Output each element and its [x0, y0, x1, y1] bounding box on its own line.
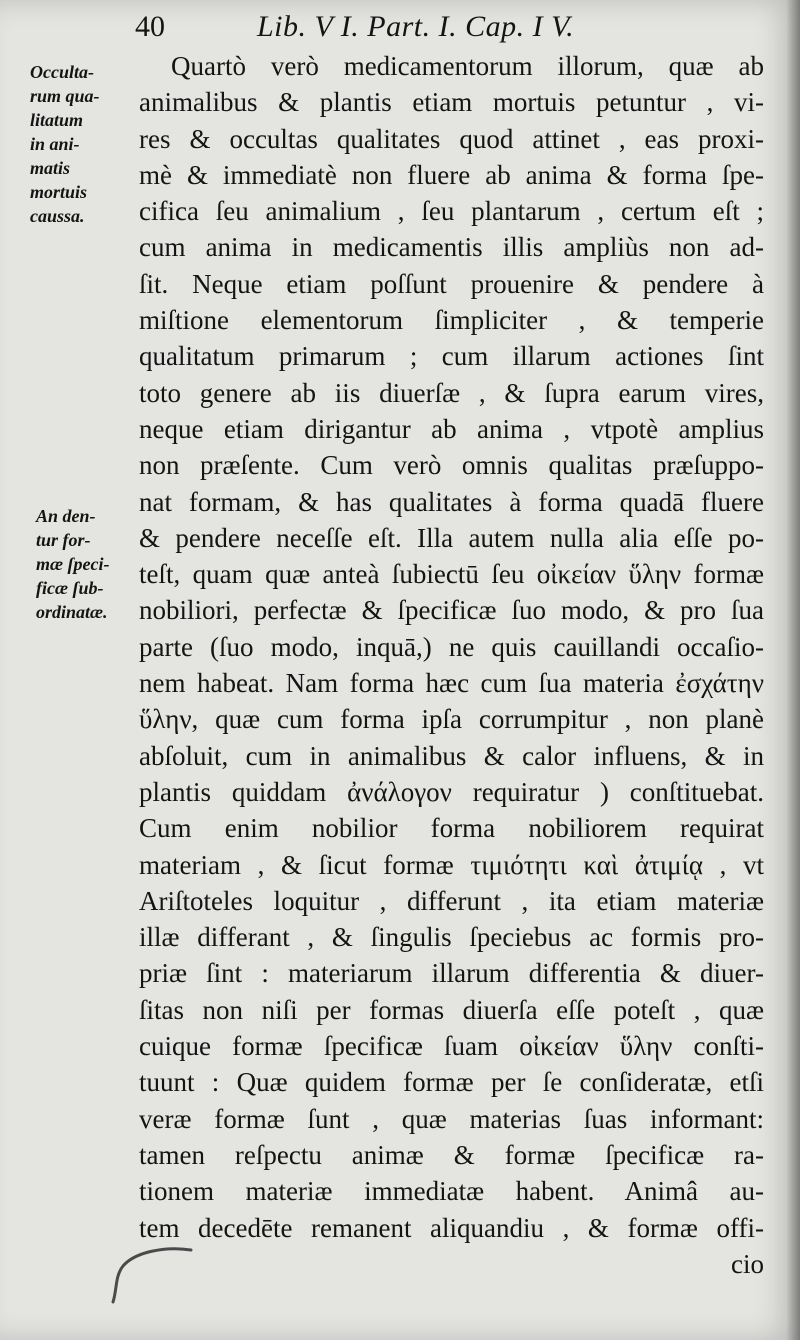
- margin-note-line: Occulta-: [30, 62, 94, 82]
- page-header: [135, 10, 775, 44]
- text-line: qualitatum primarum ; cum illarum actiones ſint: [139, 341, 764, 372]
- text-line: non præſente. Cum verò omnis qualitas præſuppo-: [139, 450, 764, 481]
- text-line: abſoluit, cum in animalibus & calor influens, & in: [139, 740, 764, 771]
- margin-note-line: ficæ ſub-: [36, 578, 104, 598]
- margin-note-line: mæ ſpeci-: [36, 554, 110, 574]
- margin-note-line: An den-: [36, 506, 96, 526]
- text-line: cum anima in medicamentis illis ampliùs non ad-: [139, 232, 764, 263]
- text-line: mè & immediatè non fluere ab anima & forma ſpe-: [139, 159, 764, 190]
- text-line: plantis quiddam ἀνάλογον requiratur ) conſtituebat.: [139, 776, 764, 807]
- page-gutter-shadow: [786, 0, 800, 1340]
- text-line: toto genere ab iis diuerſæ , & ſupra earum vires,: [139, 377, 764, 408]
- text-line: parte (ſuo modo, inquā,) ne quis cauillandi occaſio-: [139, 631, 764, 662]
- text-line: tuunt : Quæ quidem formæ per ſe conſideratæ, etſi: [139, 1067, 764, 1098]
- text-line: Ariſtoteles loquitur , differunt , ita etiam materiæ: [139, 885, 764, 916]
- text-line: miſtione elementorum ſimpliciter , & temperie: [139, 305, 764, 336]
- text-line: cuique formæ ſpecificæ ſuam οἰκείαν ὕλην conſti-: [139, 1031, 764, 1062]
- margin-note-line: ordinatæ.: [36, 602, 108, 622]
- catchword: cio: [731, 1248, 764, 1279]
- text-line: veræ formæ ſunt , quæ materias ſuas informant:: [139, 1103, 764, 1134]
- text-line: res & occultas qualitates quod attinet , eas proxi-: [139, 123, 764, 154]
- margin-note-occult-qualities: [30, 60, 138, 228]
- text-line: nobiliori, perfectæ & ſpecificæ ſuo modo, & pro ſua: [139, 595, 764, 626]
- page-number: 40: [135, 10, 165, 43]
- text-line: materiam , & ſicut formæ τιμιότητι καὶ ἀτιμίᾳ , vt: [139, 849, 764, 880]
- text-line: ſit. Neque etiam poſſunt prouenire & pendere à: [139, 268, 764, 299]
- margin-note-line: tur for-: [36, 530, 91, 550]
- text-line: tamen reſpectu animæ & formæ ſpecificæ ra-: [139, 1139, 764, 1170]
- ink-stroke-mark: [105, 1238, 205, 1308]
- text-line: tionem materiæ immediatæ habent. Animâ au-: [139, 1176, 764, 1207]
- text-line: cifica ſeu animalium , ſeu plantarum , certum eſt ;: [139, 196, 764, 227]
- text-line: nat formam, & has qualitates à forma quadā fluere: [139, 486, 764, 517]
- text-line: illæ differant , & ſingulis ſpeciebus ac formis pro-: [139, 922, 764, 953]
- margin-note-line: matis: [30, 158, 71, 178]
- running-head: Lib. V I. Part. I. Cap. I V.: [257, 10, 575, 43]
- text-line: Cum enim nobilior forma nobiliorem requirat: [139, 813, 764, 844]
- text-line: neque etiam dirigantur ab anima , vtpotè amplius: [139, 413, 764, 444]
- text-line: animalibus & plantis etiam mortuis petuntur , vi-: [139, 87, 764, 118]
- text-line: ſitas non niſi per formas diuerſa eſſe poteſt , quæ: [139, 994, 764, 1025]
- margin-note-line: in ani-: [30, 134, 80, 154]
- text-line: teſt, quam quæ anteà ſubiectū ſeu οἰκείαν ὕλην formæ: [139, 559, 764, 590]
- margin-note-line: mortuis: [30, 182, 88, 202]
- text-line: tem decedēte remanent aliquandiu , & formæ offi-: [139, 1212, 764, 1243]
- body-text: [139, 48, 764, 1282]
- text-line: nem habeat. Nam forma hæc cum ſua materia ἐσχάτην: [139, 668, 764, 699]
- text-line: Quartò verò medicamentorum illorum, quæ ab: [171, 51, 764, 81]
- margin-note-line: caussa.: [30, 206, 85, 226]
- text-line: & pendere neceſſe eſt. Illa autem nulla alia eſſe po-: [139, 522, 764, 553]
- margin-note-line: rum qua-: [30, 86, 100, 106]
- text-line: priæ ſint : materiarum illarum differentia & diuer-: [139, 958, 764, 989]
- margin-note-specific-forms: [36, 504, 144, 624]
- margin-note-line: litatum: [30, 110, 84, 130]
- text-line: ὕλην, quæ cum forma ipſa corrumpitur , non planè: [139, 704, 764, 735]
